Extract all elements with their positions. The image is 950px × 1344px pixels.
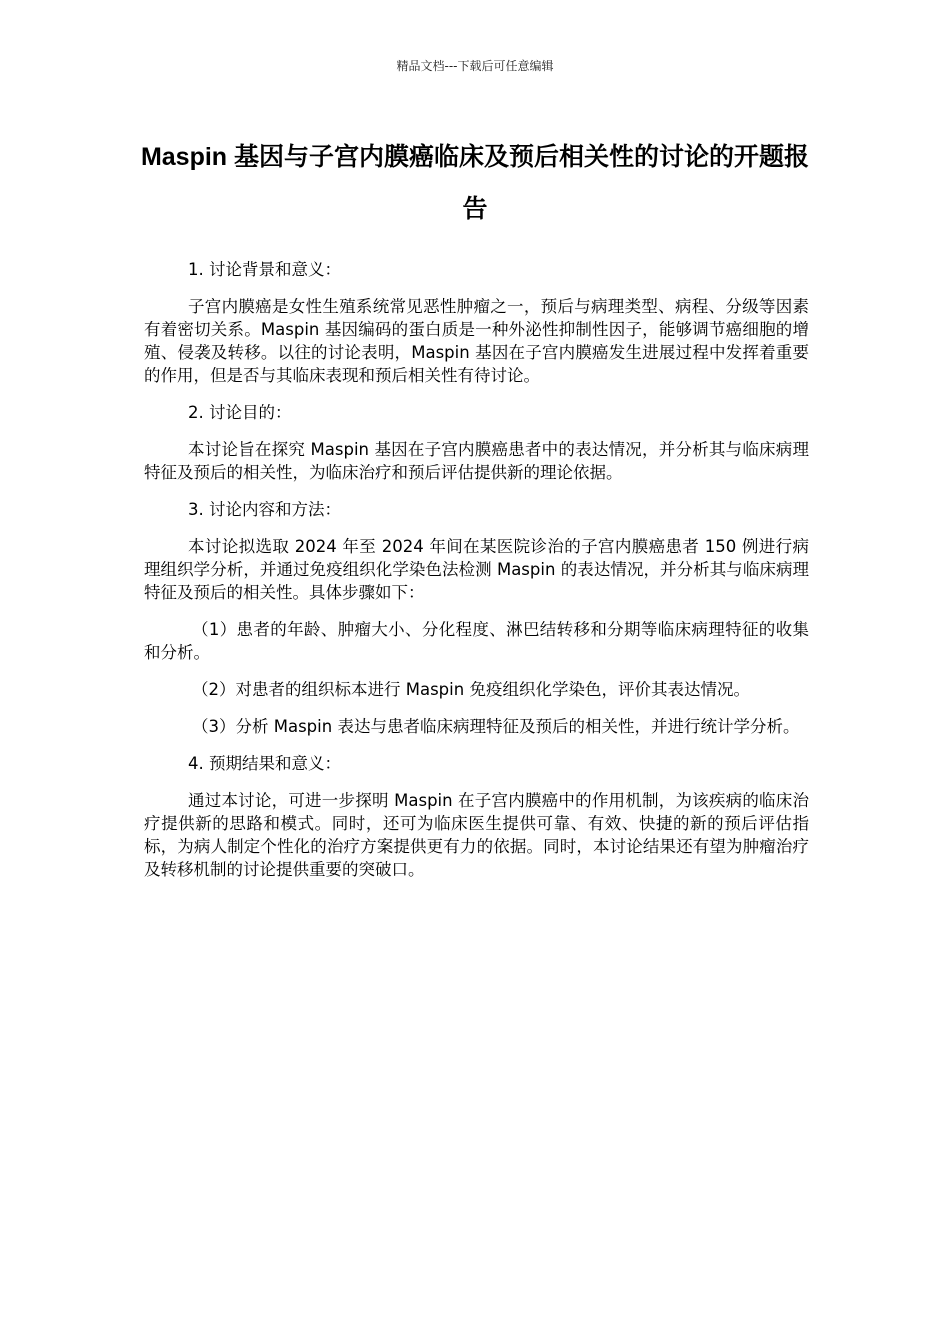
method-step: （2）对患者的组织标本进行 Maspin 免疫组织化学染色，评价其表达情况。 [192, 680, 750, 699]
section-heading-purpose: 2. 讨论目的： [188, 403, 292, 422]
section-paragraph: 本讨论旨在探究 Maspin 基因在子宫内膜癌患者中的表达情况，并分析其与临床病理特征及预后的相关性，为临床治疗和预后评估提供新的理论依据。 [144, 440, 809, 482]
section-paragraph: 子宫内膜癌是女性生殖系统常见恶性肿瘤之一，预后与病理类型、病程、分级等因素有着密切关系。Maspin 基因编码的蛋白质是一种外泌性抑制性因子，能够调节癌细胞的增殖、侵袭及转移。以往的讨论表明，Maspin 基因在子宫内膜癌发生进展过程中发挥着重要的作用，但是否与其临床表现和预后相关性有待讨论。 [144, 297, 809, 385]
method-step: （1）患者的年龄、肿瘤大小、分化程度、淋巴结转移和分期等临床病理特征的收集和分析。 [144, 620, 809, 662]
method-step: （3）分析 Maspin 表达与患者临床病理特征及预后的相关性，并进行统计学分析。 [192, 717, 800, 736]
section-heading-expected-results: 4. 预期结果和意义： [188, 754, 341, 773]
document-body [144, 258, 809, 895]
header-note: 精品文档---下载后可任意编辑 [396, 59, 554, 73]
document-title: Maspin 基因与子宫内膜癌临床及预后相关性的讨论的开题报告 [140, 143, 810, 223]
section-paragraph: 本讨论拟选取 2024 年至 2024 年间在某医院诊治的子宫内膜癌患者 150 例进行病理组织学分析，并通过免疫组织化学染色法检测 Maspin 的表达情况，并分析其与临床病理特征及预后的相关性。具体步骤如下： [144, 537, 809, 602]
section-paragraph: 通过本讨论，可进一步探明 Maspin 在子宫内膜癌中的作用机制，为该疾病的临床治疗提供新的思路和模式。同时，还可为临床医生提供可靠、有效、快捷的新的预后评估指标，为病人制定个性化的治疗方案提供更有力的依据。同时，本讨论结果还有望为肿瘤治疗及转移机制的讨论提供重要的突破口。 [144, 791, 809, 879]
section-heading-methods: 3. 讨论内容和方法： [188, 500, 341, 519]
section-heading-background: 1. 讨论背景和意义： [188, 260, 341, 279]
